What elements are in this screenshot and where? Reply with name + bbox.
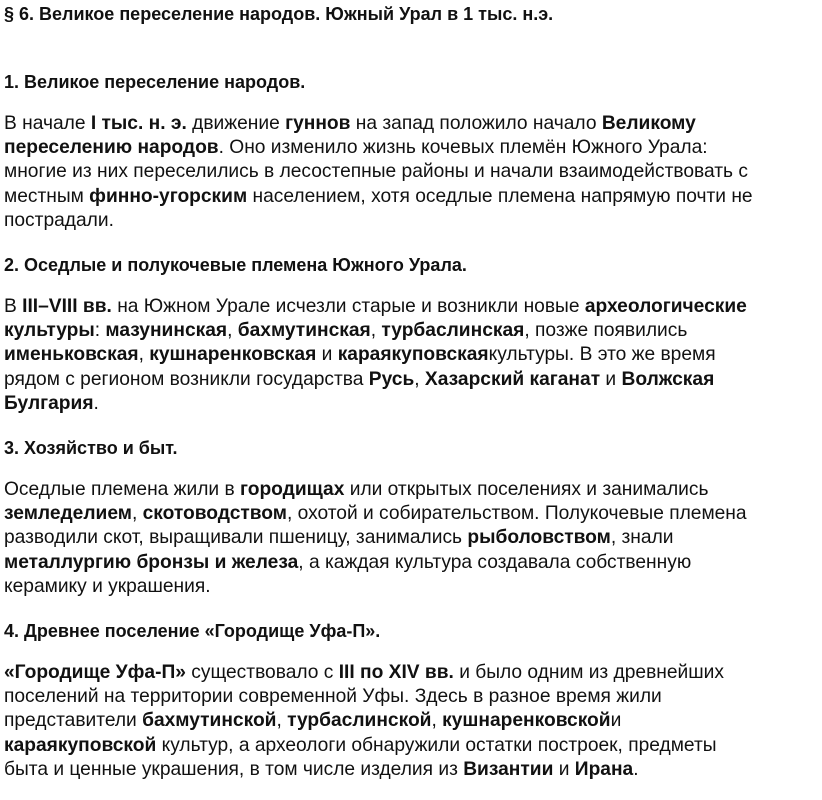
text-run: культур, а археологи обнаружили остатки построек, предметы (156, 734, 717, 756)
paragraph-line (4, 551, 818, 575)
text-run: Оседлые племена жили в (4, 479, 240, 501)
text-run: или открытых поселениях и занимались (344, 479, 709, 501)
paragraph-line (4, 136, 818, 160)
paragraph-line (4, 112, 818, 136)
paragraph-line (4, 709, 818, 733)
bold-term: бахмутинской (142, 710, 277, 732)
text-run: керамику и украшения. (4, 575, 211, 597)
text-run: представители (4, 710, 143, 732)
text-run: рядом с регионом возникли государства (4, 368, 369, 390)
bold-term: турбаслинская (381, 320, 525, 342)
text-run: быта и ценные украшения, в том числе изделия из (4, 758, 464, 780)
text-run: В (4, 296, 23, 318)
paragraph-line (4, 758, 818, 782)
paragraph-line (4, 661, 818, 685)
bold-term: Ирана (574, 758, 634, 780)
paragraph-line (4, 368, 818, 392)
section-paragraph (4, 661, 818, 782)
text-run: существовало с (185, 662, 339, 684)
paragraph-line (4, 392, 818, 416)
bold-term: гуннов (285, 113, 351, 134)
text-run: В начале (4, 113, 91, 134)
text-run: : (94, 320, 106, 342)
text-run: многие из них переселились в лесостепные районы и начали взаимодействовать с (4, 161, 748, 183)
bold-term: скотоводством (142, 503, 287, 525)
text-run: местным (4, 185, 90, 207)
bold-term: III–VIII вв. (22, 296, 112, 318)
bold-term: кушнаренковская (149, 344, 317, 366)
text-run: , (131, 503, 143, 525)
bold-term: кушнаренковской (442, 710, 611, 732)
text-run: , (138, 344, 150, 366)
section-paragraph (4, 478, 818, 599)
paragraph-line (4, 478, 818, 502)
bold-term: III по XIV вв. (338, 662, 454, 684)
text-run: и (553, 758, 575, 780)
paragraph-line (4, 734, 818, 758)
bold-term: городищах (240, 479, 345, 501)
text-run: поселений на территории современной Уфы. Здесь в разное время жили (4, 686, 662, 708)
section-heading: 1. Великое переселение народов. (4, 72, 306, 92)
text-run: . (93, 392, 99, 414)
bold-term: археологические (584, 296, 747, 318)
bold-term: Хазарский каганат (424, 368, 601, 390)
text-run: культуры. В это же время (488, 344, 716, 366)
bold-term: Волжская (621, 368, 715, 390)
text-run: , (276, 710, 288, 732)
text-run: и (610, 710, 622, 732)
text-run: , (370, 320, 382, 342)
paragraph-line (4, 502, 818, 526)
text-run: на Южном Урале исчезли старые и возникли новые (111, 296, 585, 318)
bold-term: финно-угорским (89, 185, 248, 207)
text-run: , а каждая культура создавала собственную (298, 551, 692, 573)
text-run: , (414, 368, 425, 390)
section-paragraph (4, 112, 818, 233)
bold-term: Византии (463, 758, 554, 780)
text-run: на запад положило начало (350, 113, 602, 134)
bold-term: мазунинская (105, 320, 228, 342)
text-run: пострадали. (4, 209, 114, 231)
text-run: , позже появились (524, 320, 688, 342)
text-run: и было одним из древнейших (453, 662, 724, 684)
bold-term: караякуповской (4, 734, 157, 756)
text-run: , (227, 320, 238, 342)
paragraph-line (4, 160, 818, 184)
bold-term: Русь (368, 368, 415, 390)
paragraph-line (4, 185, 818, 209)
bold-term: переселению народов (4, 137, 219, 159)
text-run: , охотой и собирательством. Полукочевые племена (286, 503, 747, 525)
paragraph-line (4, 343, 818, 367)
bold-term: рыболовством (467, 527, 611, 549)
text-run: разводили скот, выращивали пшеницу, занимались (4, 527, 468, 549)
bold-term: караякуповская (337, 344, 489, 366)
paragraph-line (4, 295, 818, 319)
text-run: , (431, 710, 443, 732)
bold-term: Великому (601, 113, 696, 134)
bold-term: «Городище Уфа-П» (4, 662, 186, 684)
bold-term: I тыс. н. э. (90, 113, 187, 134)
bold-term: именьковская (4, 344, 139, 366)
text-run: . Оно изменило жизнь кочевых племён Южного Урала: (218, 137, 708, 159)
text-run: движение (186, 113, 286, 134)
bold-term: турбаслинской (287, 710, 432, 732)
paragraph-line (4, 575, 818, 599)
text-run: и (600, 368, 622, 390)
section-heading: 3. Хозяйство и быт. (4, 438, 178, 459)
document-body (4, 70, 818, 782)
bold-term: земледелием (4, 503, 132, 525)
text-run: , знали (610, 527, 674, 549)
paragraph-line (4, 209, 818, 233)
bold-term: культуры (4, 320, 95, 342)
bold-term: металлургию бронзы и железа (4, 551, 299, 573)
paragraph-line (4, 685, 818, 709)
text-run: населением, хотя оседлые племена напрямую почти не (247, 185, 753, 207)
paragraph-line (4, 319, 818, 343)
bold-term: Булгария (4, 392, 94, 414)
section-heading: 4. Древнее поселение «Городище Уфа-П». (4, 621, 381, 642)
text-run: . (633, 758, 639, 780)
document-title: § 6. Великое переселение народов. Южный Урал в 1 тыс. н.э. (4, 4, 554, 24)
paragraph-line (4, 526, 818, 550)
text-run: и (316, 344, 338, 366)
bold-term: бахмутинская (237, 320, 371, 342)
section-heading: 2. Оседлые и полукочевые племена Южного Урала. (4, 255, 467, 276)
section-paragraph (4, 295, 818, 416)
